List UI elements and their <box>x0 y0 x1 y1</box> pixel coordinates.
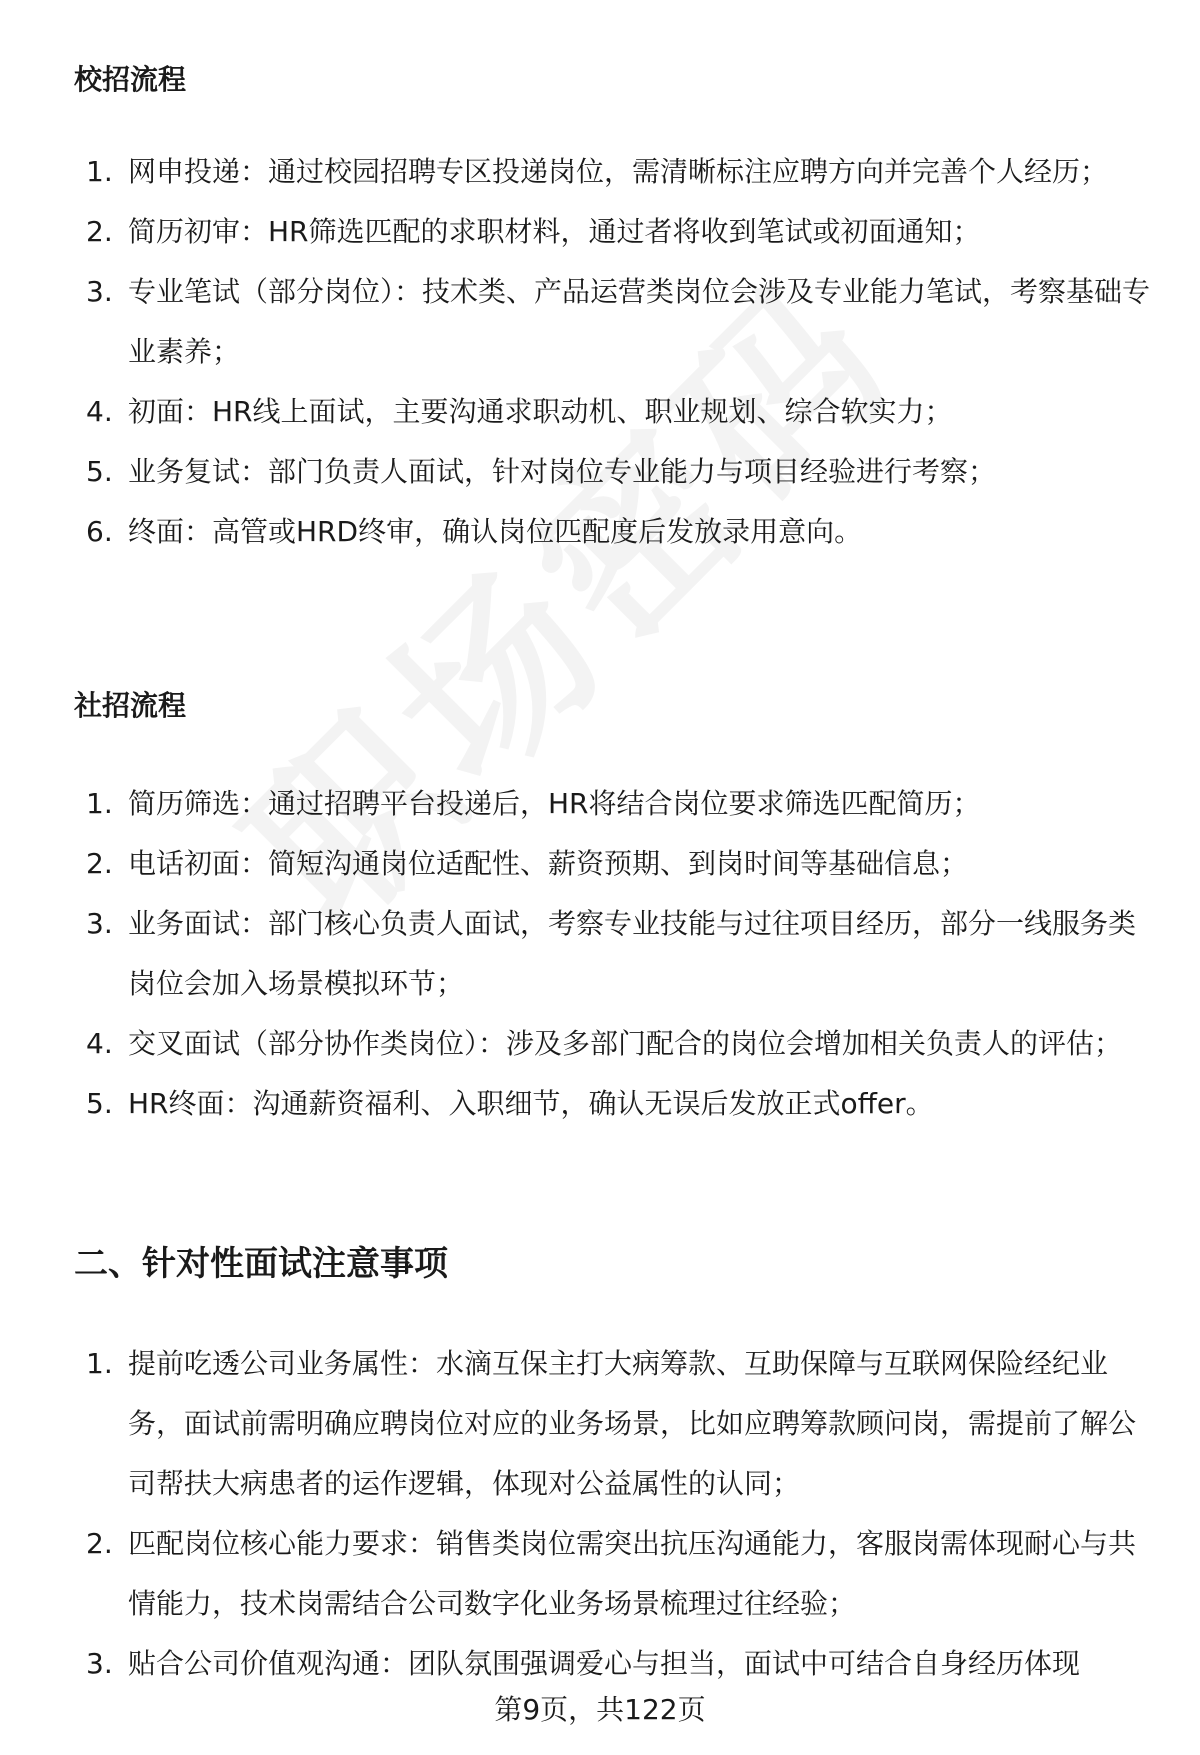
section-heading: 二、针对性面试注意事项 <box>74 1244 448 1284</box>
tips-list <box>74 1334 1154 1694</box>
list-item: 5. 业务复试：部门负责人面试，针对岗位专业能力与项目经验进行考察； <box>86 455 997 488</box>
campus-process-heading: 校招流程 <box>74 63 187 96</box>
page-number: 第9页，共122页 <box>494 1693 706 1726</box>
list-item: 2. 电话初面：简短沟通岗位适配性、薪资预期、到岗时间等基础信息； <box>86 847 969 880</box>
list-item: 2. 匹配岗位核心能力要求：销售类岗位需突出抗压沟通能力，客服岗需体现耐心与共情能力，技术岗需结合公司数字化业务场景梳理过往经验； <box>86 1527 1137 1620</box>
list-item: 3. 业务面试：部门核心负责人面试，考察专业技能与过往项目经历，部分一线服务类岗位会加入场景模拟环节； <box>86 907 1137 1000</box>
social-process-heading: 社招流程 <box>74 689 187 722</box>
campus-process-list <box>74 142 1154 562</box>
list-item: 3. 专业笔试（部分岗位）：技术类、产品运营类岗位会涉及专业能力笔试，考察基础专业素养； <box>86 275 1151 368</box>
social-process-list <box>74 774 1154 1134</box>
list-item: 1. 提前吃透公司业务属性：水滴互保主打大病筹款、互助保障与互联网保险经纪业务，面试前需明确应聘岗位对应的业务场景，比如应聘筹款顾问岗，需提前了解公司帮扶大病患者的运作逻辑，体现对公益属性的认同； <box>86 1347 1137 1500</box>
list-item: 2. 简历初审：HR筛选匹配的求职材料，通过者将收到笔试或初面通知； <box>86 215 981 248</box>
list-item: 1. 网申投递：通过校园招聘专区投递岗位，需清晰标注应聘方向并完善个人经历； <box>86 155 1109 188</box>
list-item: 6. 终面：高管或HRD终审，确认岗位匹配度后发放录用意向。 <box>86 515 863 548</box>
list-item: 5. HR终面：沟通薪资福利、入职细节，确认无误后发放正式offer。 <box>86 1087 934 1120</box>
list-item: 1. 简历筛选：通过招聘平台投递后，HR将结合岗位要求筛选匹配简历； <box>86 787 981 820</box>
list-item: 4. 交叉面试（部分协作类岗位）：涉及多部门配合的岗位会增加相关负责人的评估； <box>86 1027 1123 1060</box>
list-item: 4. 初面：HR线上面试，主要沟通求职动机、职业规划、综合软实力； <box>86 395 953 428</box>
list-item: 3. 贴合公司价值观沟通：团队氛围强调爱心与担当，面试中可结合自身经历体现 <box>86 1647 1081 1680</box>
